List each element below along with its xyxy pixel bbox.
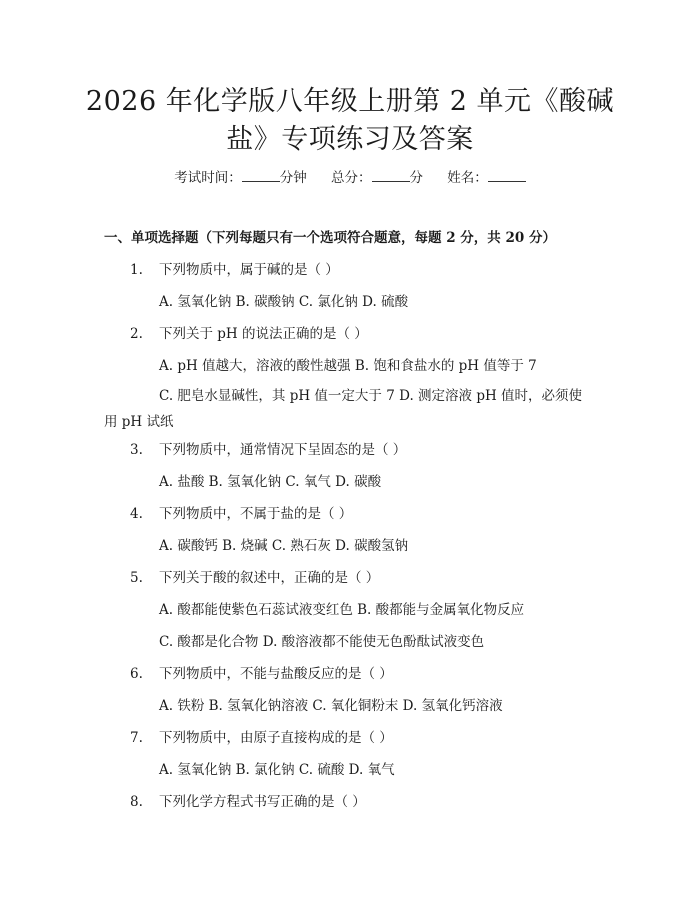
question-stem: 下列关于酸的叙述中，正确的是（ ） [159,570,380,586]
document-title-line-1: 2026 年化学版八年级上册第 2 单元《酸碱 [85,86,615,117]
question-options: A. 盐酸 B. 氢氧化钠 C. 氧气 D. 碳酸 [159,474,382,490]
exam-meta-row [0,168,700,188]
question-item [130,568,379,588]
question-options: A. pH 值越大，溶液的酸性越强 B. 饱和食盐水的 pH 值等于 7 [159,358,537,374]
question-options: A. 铁粉 B. 氢氧化钠溶液 C. 氧化铜粉末 D. 氢氧化钙溶液 [159,698,503,714]
question-item [130,324,368,344]
question-number: 7. [130,730,143,746]
exam-time-label: 考试时间： [174,170,242,186]
question-stem: 下列物质中，不能与盐酸反应的是（ ） [159,666,393,682]
question-stem: 下列关于 pH 的说法正确的是（ ） [159,326,368,342]
question-item [130,504,352,524]
question-number: 5. [130,570,143,586]
question-stem: 下列化学方程式书写正确的是（ ） [159,794,366,810]
section-heading: 一、单项选择题（下列每题只有一个选项符合题意，每题 2 分，共 20 分） [104,230,556,246]
question-number: 6. [130,666,143,682]
question-options: A. 氢氧化钠 B. 碳酸钠 C. 氯化钠 D. 硫酸 [159,294,409,310]
question-stem: 下列物质中，通常情况下呈固态的是（ ） [159,442,407,458]
student-name-label: 姓名： [447,170,488,186]
question-options: A. 酸都能使紫色石蕊试液变红色 B. 酸都能与金属氧化物反应 [159,602,525,618]
question-number: 1. [130,262,143,278]
question-stem: 下列物质中，不属于盐的是（ ） [159,506,353,522]
exam-time-field [174,168,307,188]
question-number: 4. [130,506,143,522]
total-score-unit: 分 [409,170,423,186]
question-number: 8. [130,794,143,810]
question-options: A. 碳酸钙 B. 烧碱 C. 熟石灰 D. 碳酸氢钠 [159,538,409,554]
total-score-label: 总分： [331,170,372,186]
student-name-blank [488,168,526,182]
question-item [130,728,393,748]
question-item [130,440,406,460]
student-name-field [447,168,526,188]
document-title-line-2: 盐》专项练习及答案 [226,124,474,155]
exam-time-blank [242,168,280,182]
question-item [130,260,339,280]
question-number: 3. [130,442,143,458]
question-stem: 下列物质中，属于碱的是（ ） [159,262,339,278]
question-item [130,792,366,812]
question-options-wrapped: C. 肥皂水显碱性，其 pH 值一定大于 7 D. 测定溶液 pH 值时，必须使用 pH 试纸 [104,388,583,430]
question-options: A. 氢氧化钠 B. 氯化钠 C. 硫酸 D. 氧气 [159,762,395,778]
exam-time-unit: 分钟 [279,170,307,186]
question-item [130,664,393,684]
total-score-blank [372,168,410,182]
question-number: 2. [130,326,143,342]
total-score-field [331,168,423,188]
question-options: C. 酸都是化合物 D. 酸溶液都不能使无色酚酞试液变色 [159,634,485,650]
question-stem: 下列物质中，由原子直接构成的是（ ） [159,730,393,746]
